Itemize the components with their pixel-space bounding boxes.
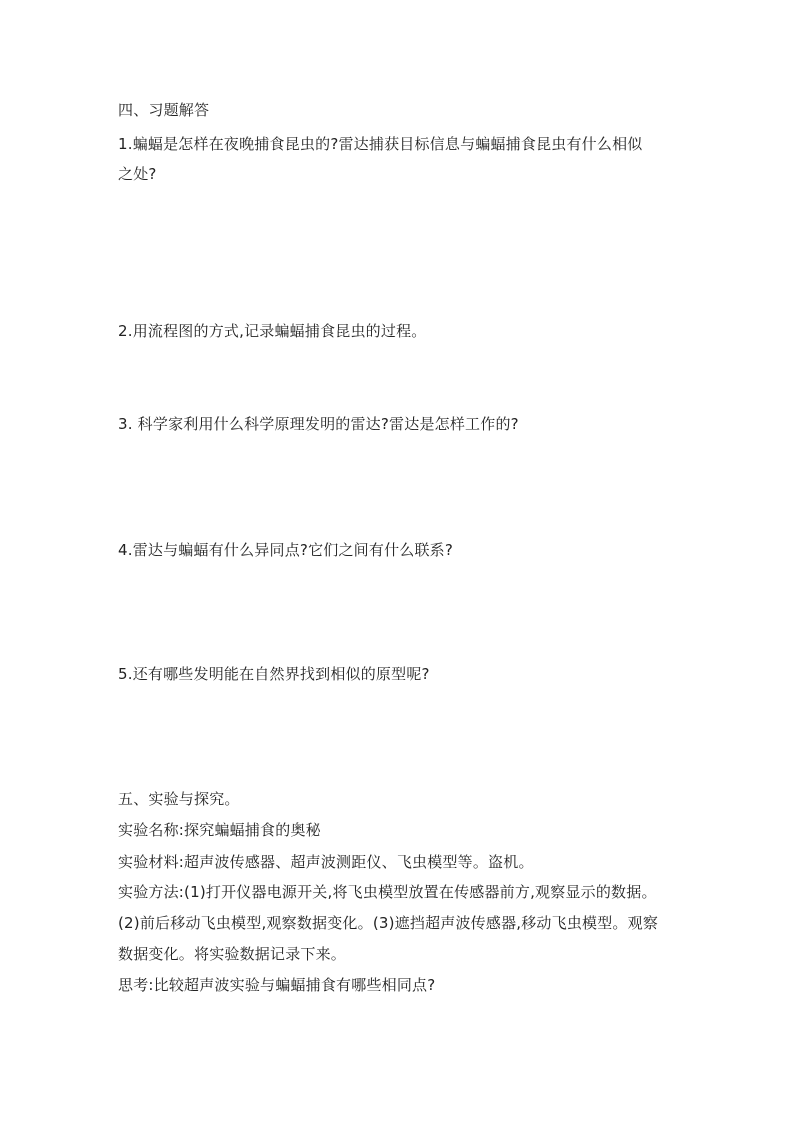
experiment-method-line-3: 数据变化。将实验数据记录下来。 [118, 945, 347, 963]
section-5-heading: 五、实验与探究。 [118, 790, 240, 808]
section-4-heading: 四、习题解答 [118, 101, 210, 119]
experiment-name: 实验名称:探究蝙蝠捕食的奥秘 [118, 821, 321, 839]
question-3: 3. 科学家利用什么科学原理发明的雷达?雷达是怎样工作的? [118, 415, 519, 433]
question-1-line-2: 之处? [118, 165, 157, 183]
question-4: 4.雷达与蝙蝠有什么异同点?它们之间有什么联系? [118, 541, 454, 559]
question-1-line-1: 1.蝙蝠是怎样在夜晚捕食昆虫的?雷达捕获目标信息与蝙蝠捕食昆虫有什么相似 [118, 135, 643, 153]
experiment-method-line-2: (2)前后移动飞虫模型,观察数据变化。(3)遮挡超声波传感器,移动飞虫模型。观察 [118, 914, 659, 932]
experiment-thinking: 思考:比较超声波实验与蝙蝠捕食有哪些相同点? [118, 976, 436, 994]
question-5: 5.还有哪些发明能在自然界找到相似的原型呢? [118, 665, 430, 683]
question-2: 2.用流程图的方式,记录蝙蝠捕食昆虫的过程。 [118, 322, 427, 340]
experiment-materials: 实验材料:超声波传感器、超声波测距仪、飞虫模型等。盗机。 [118, 853, 534, 871]
experiment-method-line-1: 实验方法:(1)打开仪器电源开关,将飞虫模型放置在传感器前方,观察显示的数据。 [118, 883, 657, 901]
